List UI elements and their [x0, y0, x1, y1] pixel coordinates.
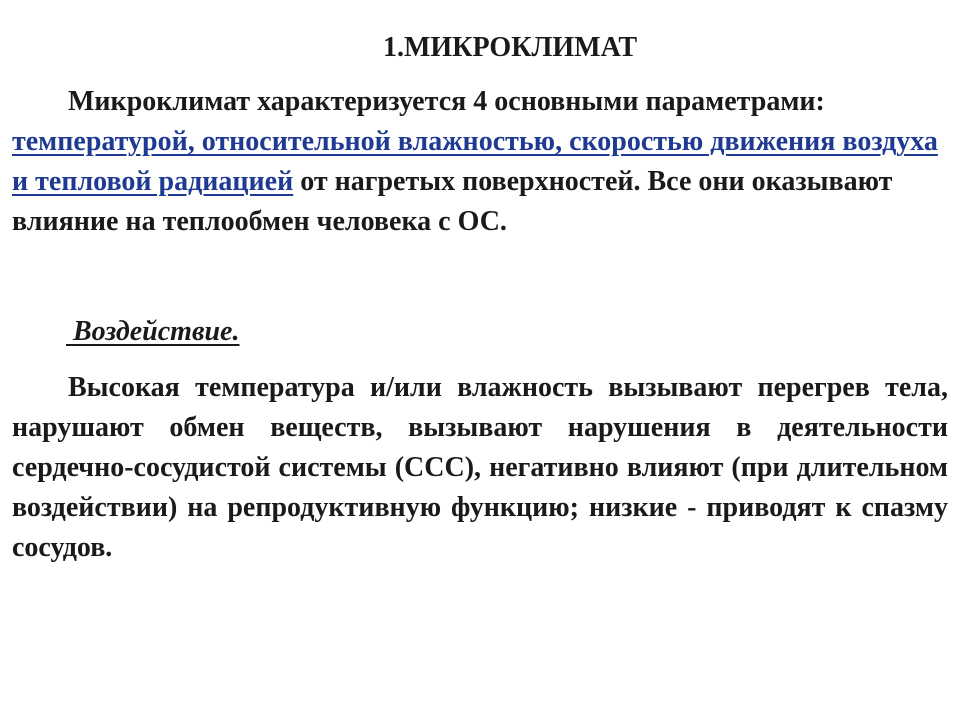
slide-title: 1.МИКРОКЛИМАТ — [382, 32, 638, 63]
parameters-link[interactable]: температурой, относительной влажностью, скоростью движения воздуха и тепловой радиацией — [12, 126, 938, 197]
intro-text-after-link: от нагретых поверхностей. Все они оказывают влияние на теплообмен человека с ОС. — [12, 166, 893, 237]
intro-paragraph — [12, 82, 948, 242]
effects-paragraph: Высокая температура и/или влажность вызывают перегрев тела, нарушают обмен веществ, вызывают нарушения в деятельности сердечно-сосудистой системы (ССС), негативно влияют (при длительном воздействии) на репродуктивную функцию; низкие - приводят к спазму сосудов. — [12, 372, 948, 563]
effects-subheading: Воздействие. — [66, 316, 240, 347]
intro-text-before-link: Микроклимат характеризуется 4 основными параметрами: — [68, 86, 825, 117]
